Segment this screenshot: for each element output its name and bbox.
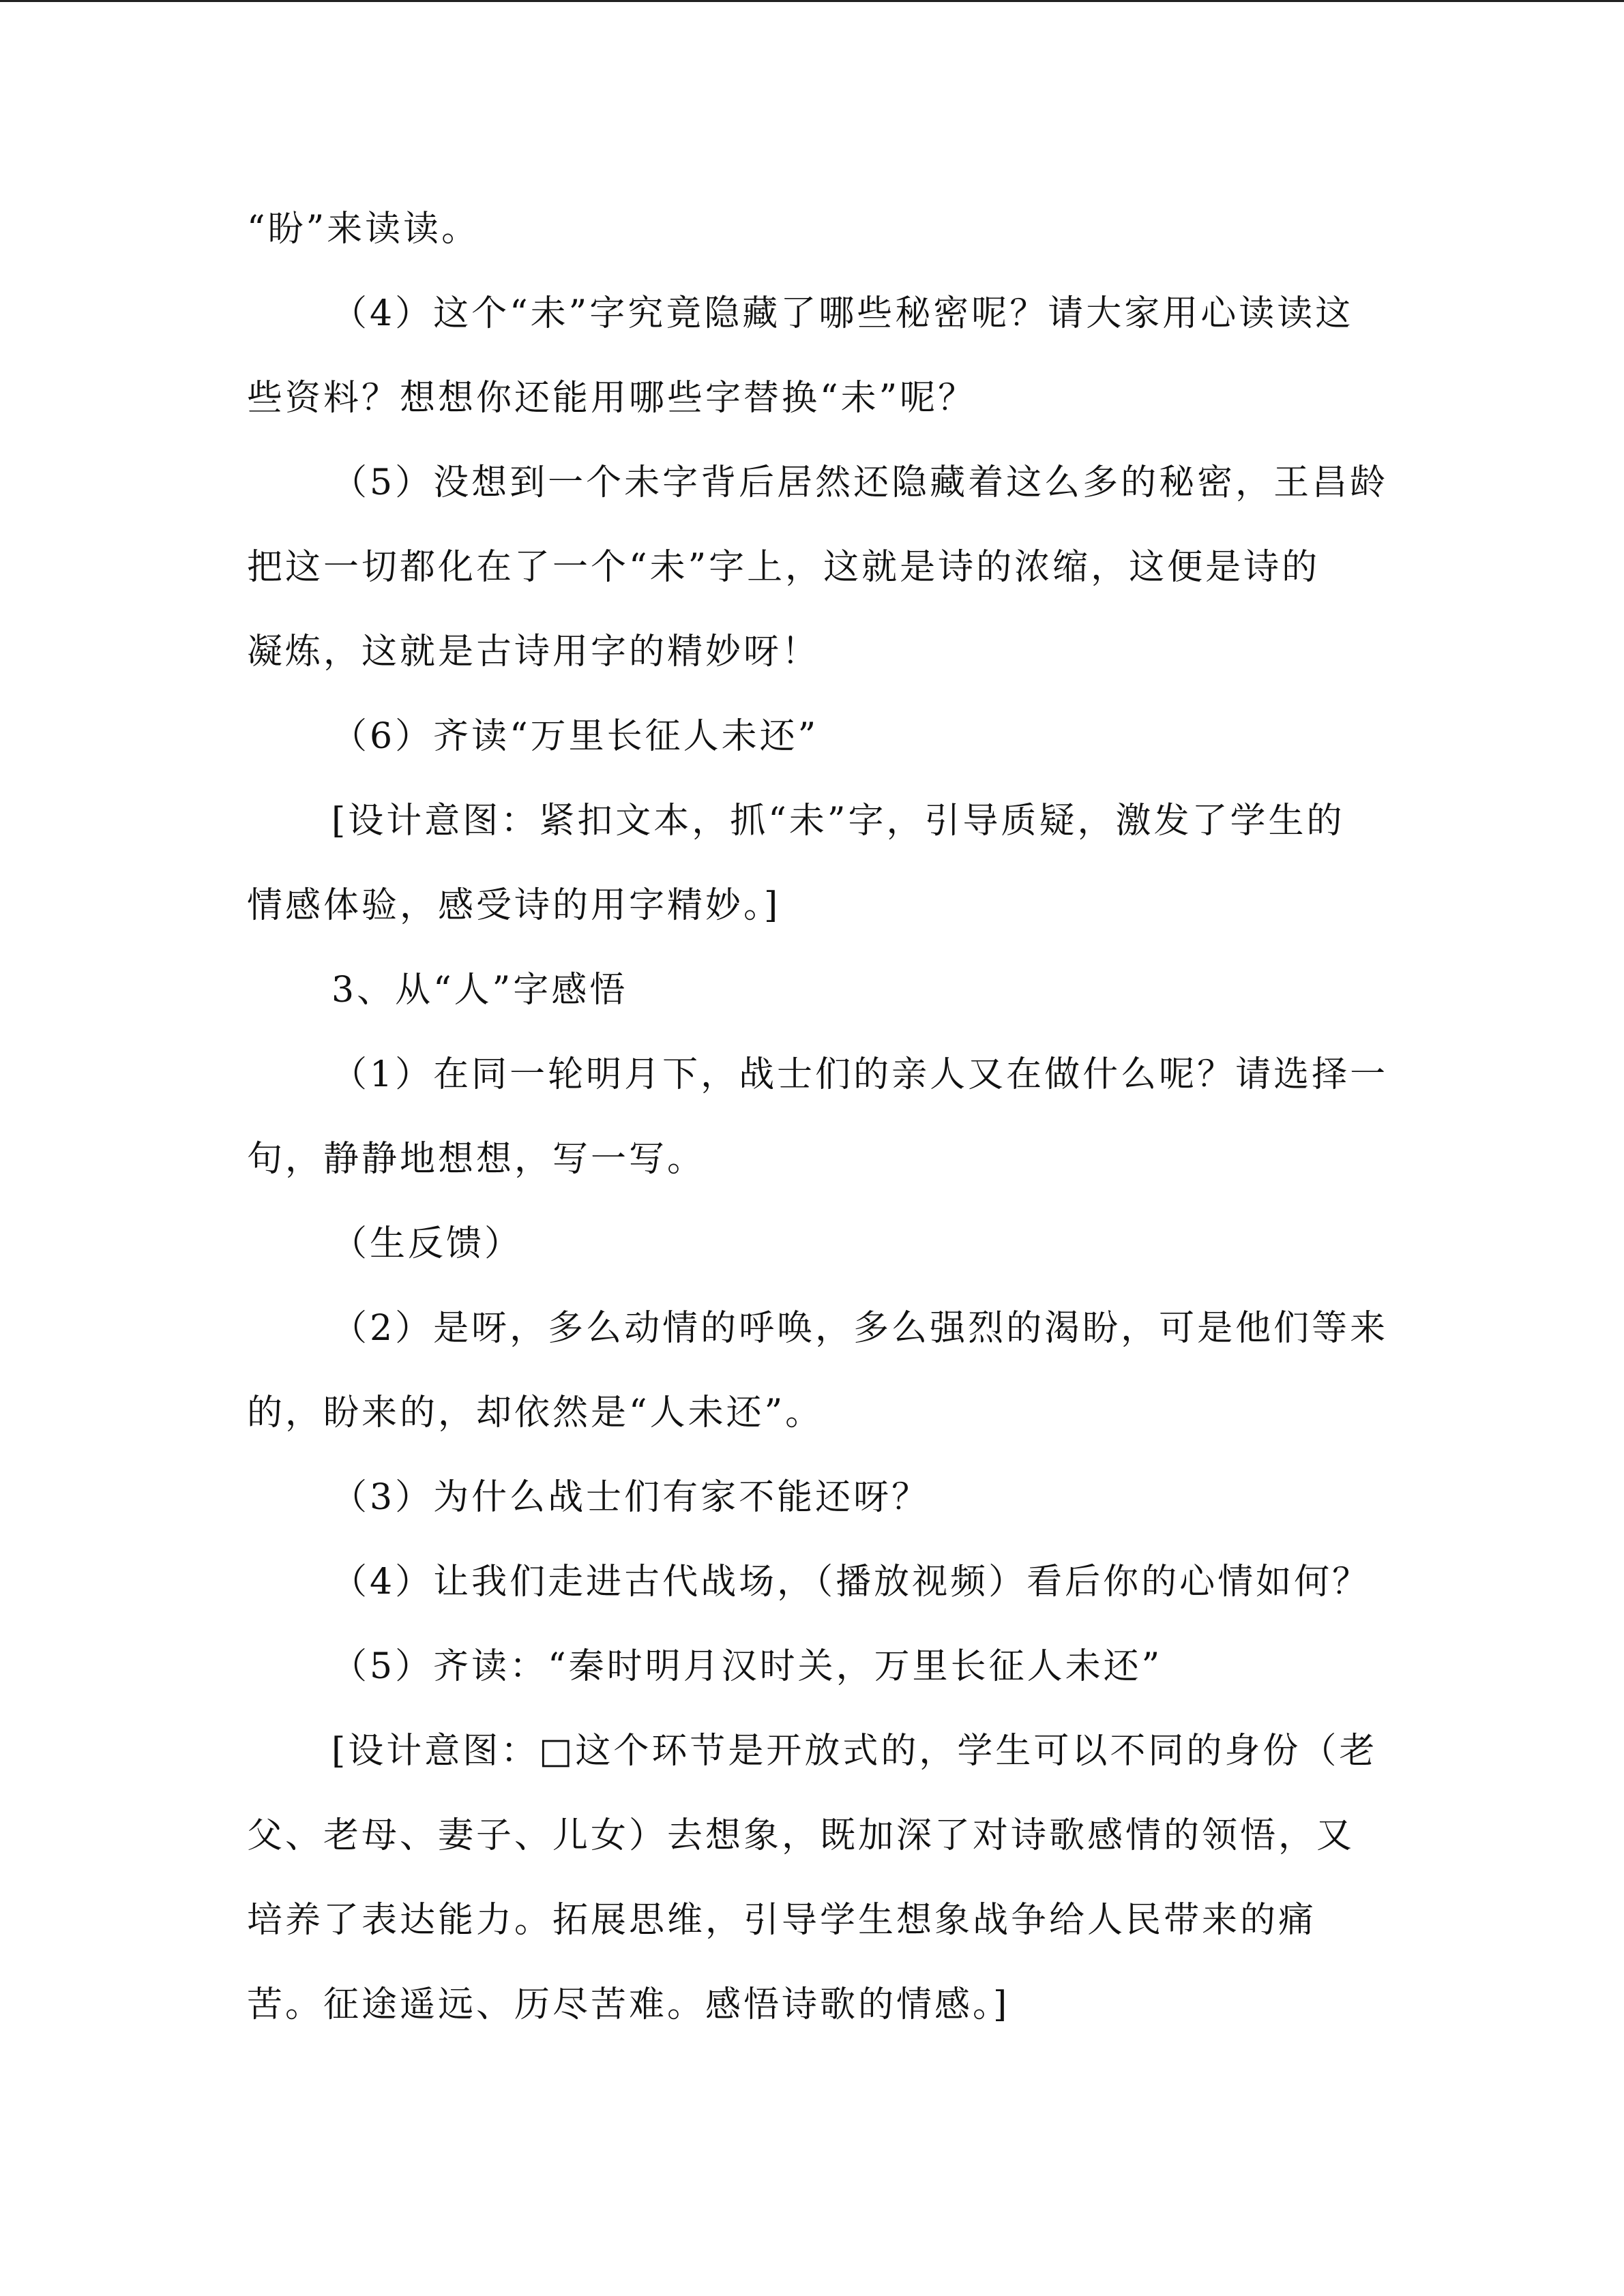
text-line: （生反馈） — [331, 1223, 523, 1264]
text-line: （3）为什么战士们有家不能还呀？ — [331, 1477, 930, 1518]
page-top-border — [0, 0, 1624, 2]
text-line: 的，盼来的，却依然是“人未还”。 — [247, 1392, 824, 1433]
text-line: 把这一切都化在了一个“未”字上，这就是诗的浓缩，这便是诗的 — [247, 547, 1320, 588]
text-line: （1）在同一轮明月下，战士们的亲人又在做什么呢？请选择一 — [331, 1054, 1389, 1095]
text-line: （2）是呀，多么动情的呼唤，多么强烈的渴盼，可是他们等来 — [331, 1308, 1389, 1349]
design-intent-line: 父、老母、妻子、儿女）去想象，既加深了对诗歌感情的领悟，又 — [247, 1815, 1355, 1856]
text-line: “盼”来读读。 — [247, 209, 480, 250]
design-intent-line: [设计意图：紧扣文本，抓“未”字，引导质疑，激发了学生的 — [331, 801, 1345, 841]
text-line: （6）齐读“万里长征人未还” — [331, 716, 819, 757]
design-intent-line: 培养了表达能力。拓展思维，引导学生想象战争给人民带来的痛 — [247, 1900, 1317, 1941]
text-line: （5）齐读：“秦时明月汉时关，万里长征人未还” — [331, 1646, 1163, 1687]
section-heading: 3、从“人”字感悟 — [331, 970, 628, 1011]
text-line: （5）没想到一个未字背后居然还隐藏着这么多的秘密，王昌龄 — [331, 462, 1389, 503]
text-line: （4）让我们走进古代战场，（播放视频）看后你的心情如何？ — [331, 1562, 1371, 1602]
design-intent-line: [设计意图：□这个环节是开放式的，学生可以不同的身份（老 — [331, 1731, 1378, 1772]
design-intent-line: 苦。征途遥远、历尽苦难。感悟诗歌的情感。] — [247, 1984, 1010, 2025]
design-intent-line: 情感体验，感受诗的用字精妙。] — [247, 885, 781, 926]
text-line: 凝炼，这就是古诗用字的精妙呀！ — [247, 631, 821, 672]
text-line: （4）这个“未”字究竟隐藏了哪些秘密呢？请大家用心读读这 — [331, 293, 1354, 334]
text-line: 句，静静地想想，写一写。 — [247, 1139, 706, 1180]
text-line: 些资料？想想你还能用哪些字替换“未”呢？ — [247, 378, 977, 419]
